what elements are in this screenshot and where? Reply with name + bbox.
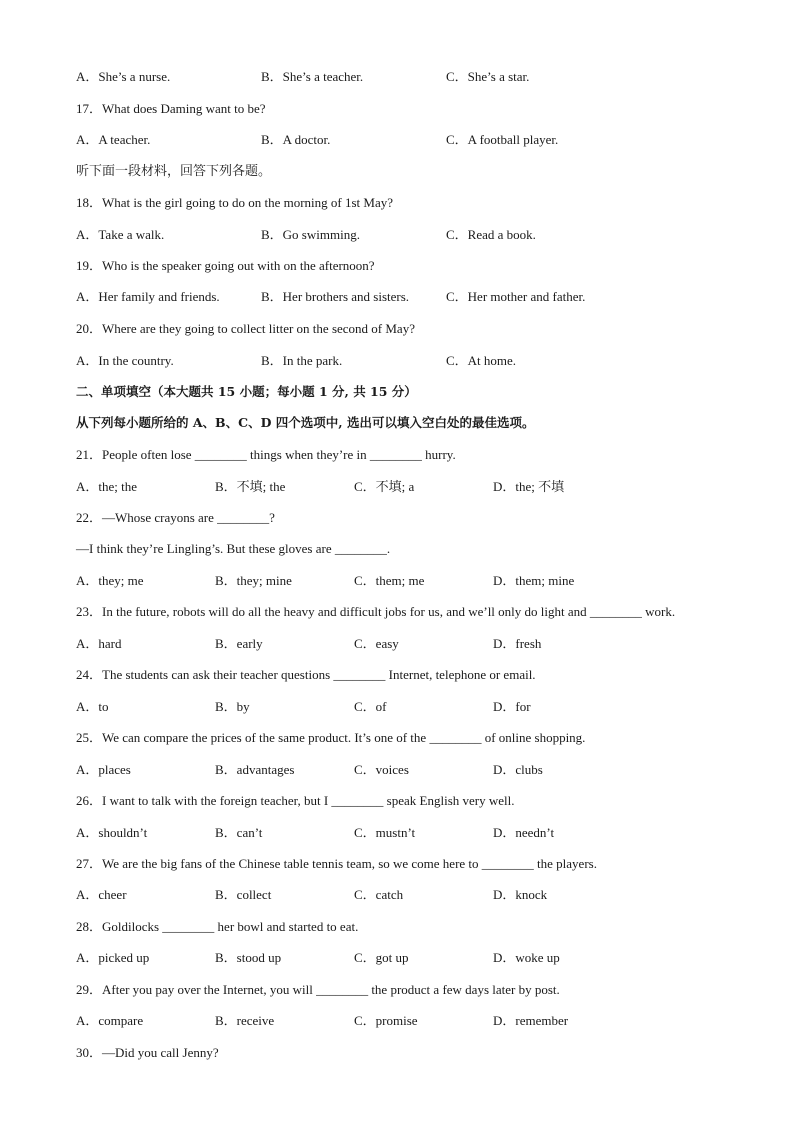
option-a: A．In the country. [76, 353, 174, 368]
option-a: A．picked up [76, 950, 150, 965]
option-c: C．A football player. [446, 132, 559, 147]
option-a: A．cheer [76, 887, 127, 902]
option-a: A．they; me [76, 573, 144, 588]
question-21: 21．People often lose ________ things when they’re in ________ hurry. [76, 447, 456, 462]
question-22-reply: —I think they’re Lingling’s. But these gloves are ________. [76, 541, 391, 556]
option-b: B．stood up [215, 950, 282, 965]
option-a: A．She’s a nurse. [76, 69, 171, 84]
option-a: A．Take a walk. [76, 227, 165, 242]
option-d: D．needn’t [493, 825, 555, 840]
question-26: 26．I want to talk with the foreign teacher, but I ________ speak English very well. [76, 793, 515, 808]
option-c: C．voices [354, 762, 409, 777]
option-d: D．for [493, 699, 531, 714]
question-17: 17．What does Daming want to be? [76, 101, 266, 116]
option-b: B．A doctor. [261, 132, 331, 147]
option-b: B．can’t [215, 825, 263, 840]
listening-instruction: 听下面一段材料，回答下列各题。 [76, 163, 272, 178]
option-d: D．the; 不填 [493, 479, 565, 494]
option-c: C．easy [354, 636, 399, 651]
question-27: 27．We are the big fans of the Chinese table tennis team, so we come here to ________ the players. [76, 856, 597, 871]
option-c: C．of [354, 699, 387, 714]
option-c: C．catch [354, 887, 404, 902]
option-a: A．to [76, 699, 109, 714]
option-b: B．不填; the [215, 479, 286, 494]
option-a: A．Her family and friends. [76, 289, 220, 304]
option-a: A．places [76, 762, 131, 777]
option-c: C．She’s a star. [446, 69, 530, 84]
option-a: A．compare [76, 1013, 144, 1028]
option-b: B．receive [215, 1013, 275, 1028]
option-d: D．woke up [493, 950, 560, 965]
option-a: A．the; the [76, 479, 138, 494]
question-22: 22．—Whose crayons are ________? [76, 510, 275, 525]
question-24: 24．The students can ask their teacher questions ________ Internet, telephone or email. [76, 667, 536, 682]
option-b: B．She’s a teacher. [261, 69, 364, 84]
option-d: D．them; mine [493, 573, 575, 588]
option-b: B．advantages [215, 762, 295, 777]
option-a: A．A teacher. [76, 132, 151, 147]
question-30: 30．—Did you call Jenny? [76, 1045, 219, 1060]
question-29: 29．After you pay over the Internet, you will ________ the product a few days later by post. [76, 982, 560, 997]
section-heading: 二、单项填空（本大题共 15 小题；每小题 1 分, 共 15 分） [76, 384, 417, 399]
question-23: 23．In the future, robots will do all the heavy and difficult jobs for us, and we’ll only do light and ________ work. [76, 604, 676, 619]
option-d: D．remember [493, 1013, 569, 1028]
question-18: 18．What is the girl going to do on the morning of 1st May? [76, 195, 394, 210]
option-b: B．Her brothers and sisters. [261, 289, 410, 304]
option-c: C．Her mother and father. [446, 289, 586, 304]
option-b: B．by [215, 699, 250, 714]
option-c: C．got up [354, 950, 409, 965]
option-b: B．collect [215, 887, 272, 902]
option-c: C．promise [354, 1013, 418, 1028]
option-d: D．clubs [493, 762, 543, 777]
option-d: D．fresh [493, 636, 542, 651]
question-20: 20．Where are they going to collect litter on the second of May? [76, 321, 415, 336]
option-b: B．Go swimming. [261, 227, 360, 242]
option-c: C．不填; a [354, 479, 415, 494]
option-b: B．they; mine [215, 573, 292, 588]
question-25: 25．We can compare the prices of the same product. It’s one of the ________ of online shopping. [76, 730, 586, 745]
question-28: 28．Goldilocks ________ her bowl and started to eat. [76, 919, 359, 934]
option-b: B．In the park. [261, 353, 343, 368]
option-b: B．early [215, 636, 263, 651]
option-c: C．At home. [446, 353, 517, 368]
section-instruction: 从下列每小题所给的 A、B、C、D 四个选项中, 选出可以填入空白处的最佳选项。 [76, 415, 535, 430]
option-c: C．them; me [354, 573, 425, 588]
option-c: C．Read a book. [446, 227, 536, 242]
question-19: 19．Who is the speaker going out with on the afternoon? [76, 258, 375, 273]
option-a: A．hard [76, 636, 122, 651]
option-a: A．shouldn’t [76, 825, 148, 840]
option-c: C．mustn’t [354, 825, 416, 840]
option-d: D．knock [493, 887, 548, 902]
